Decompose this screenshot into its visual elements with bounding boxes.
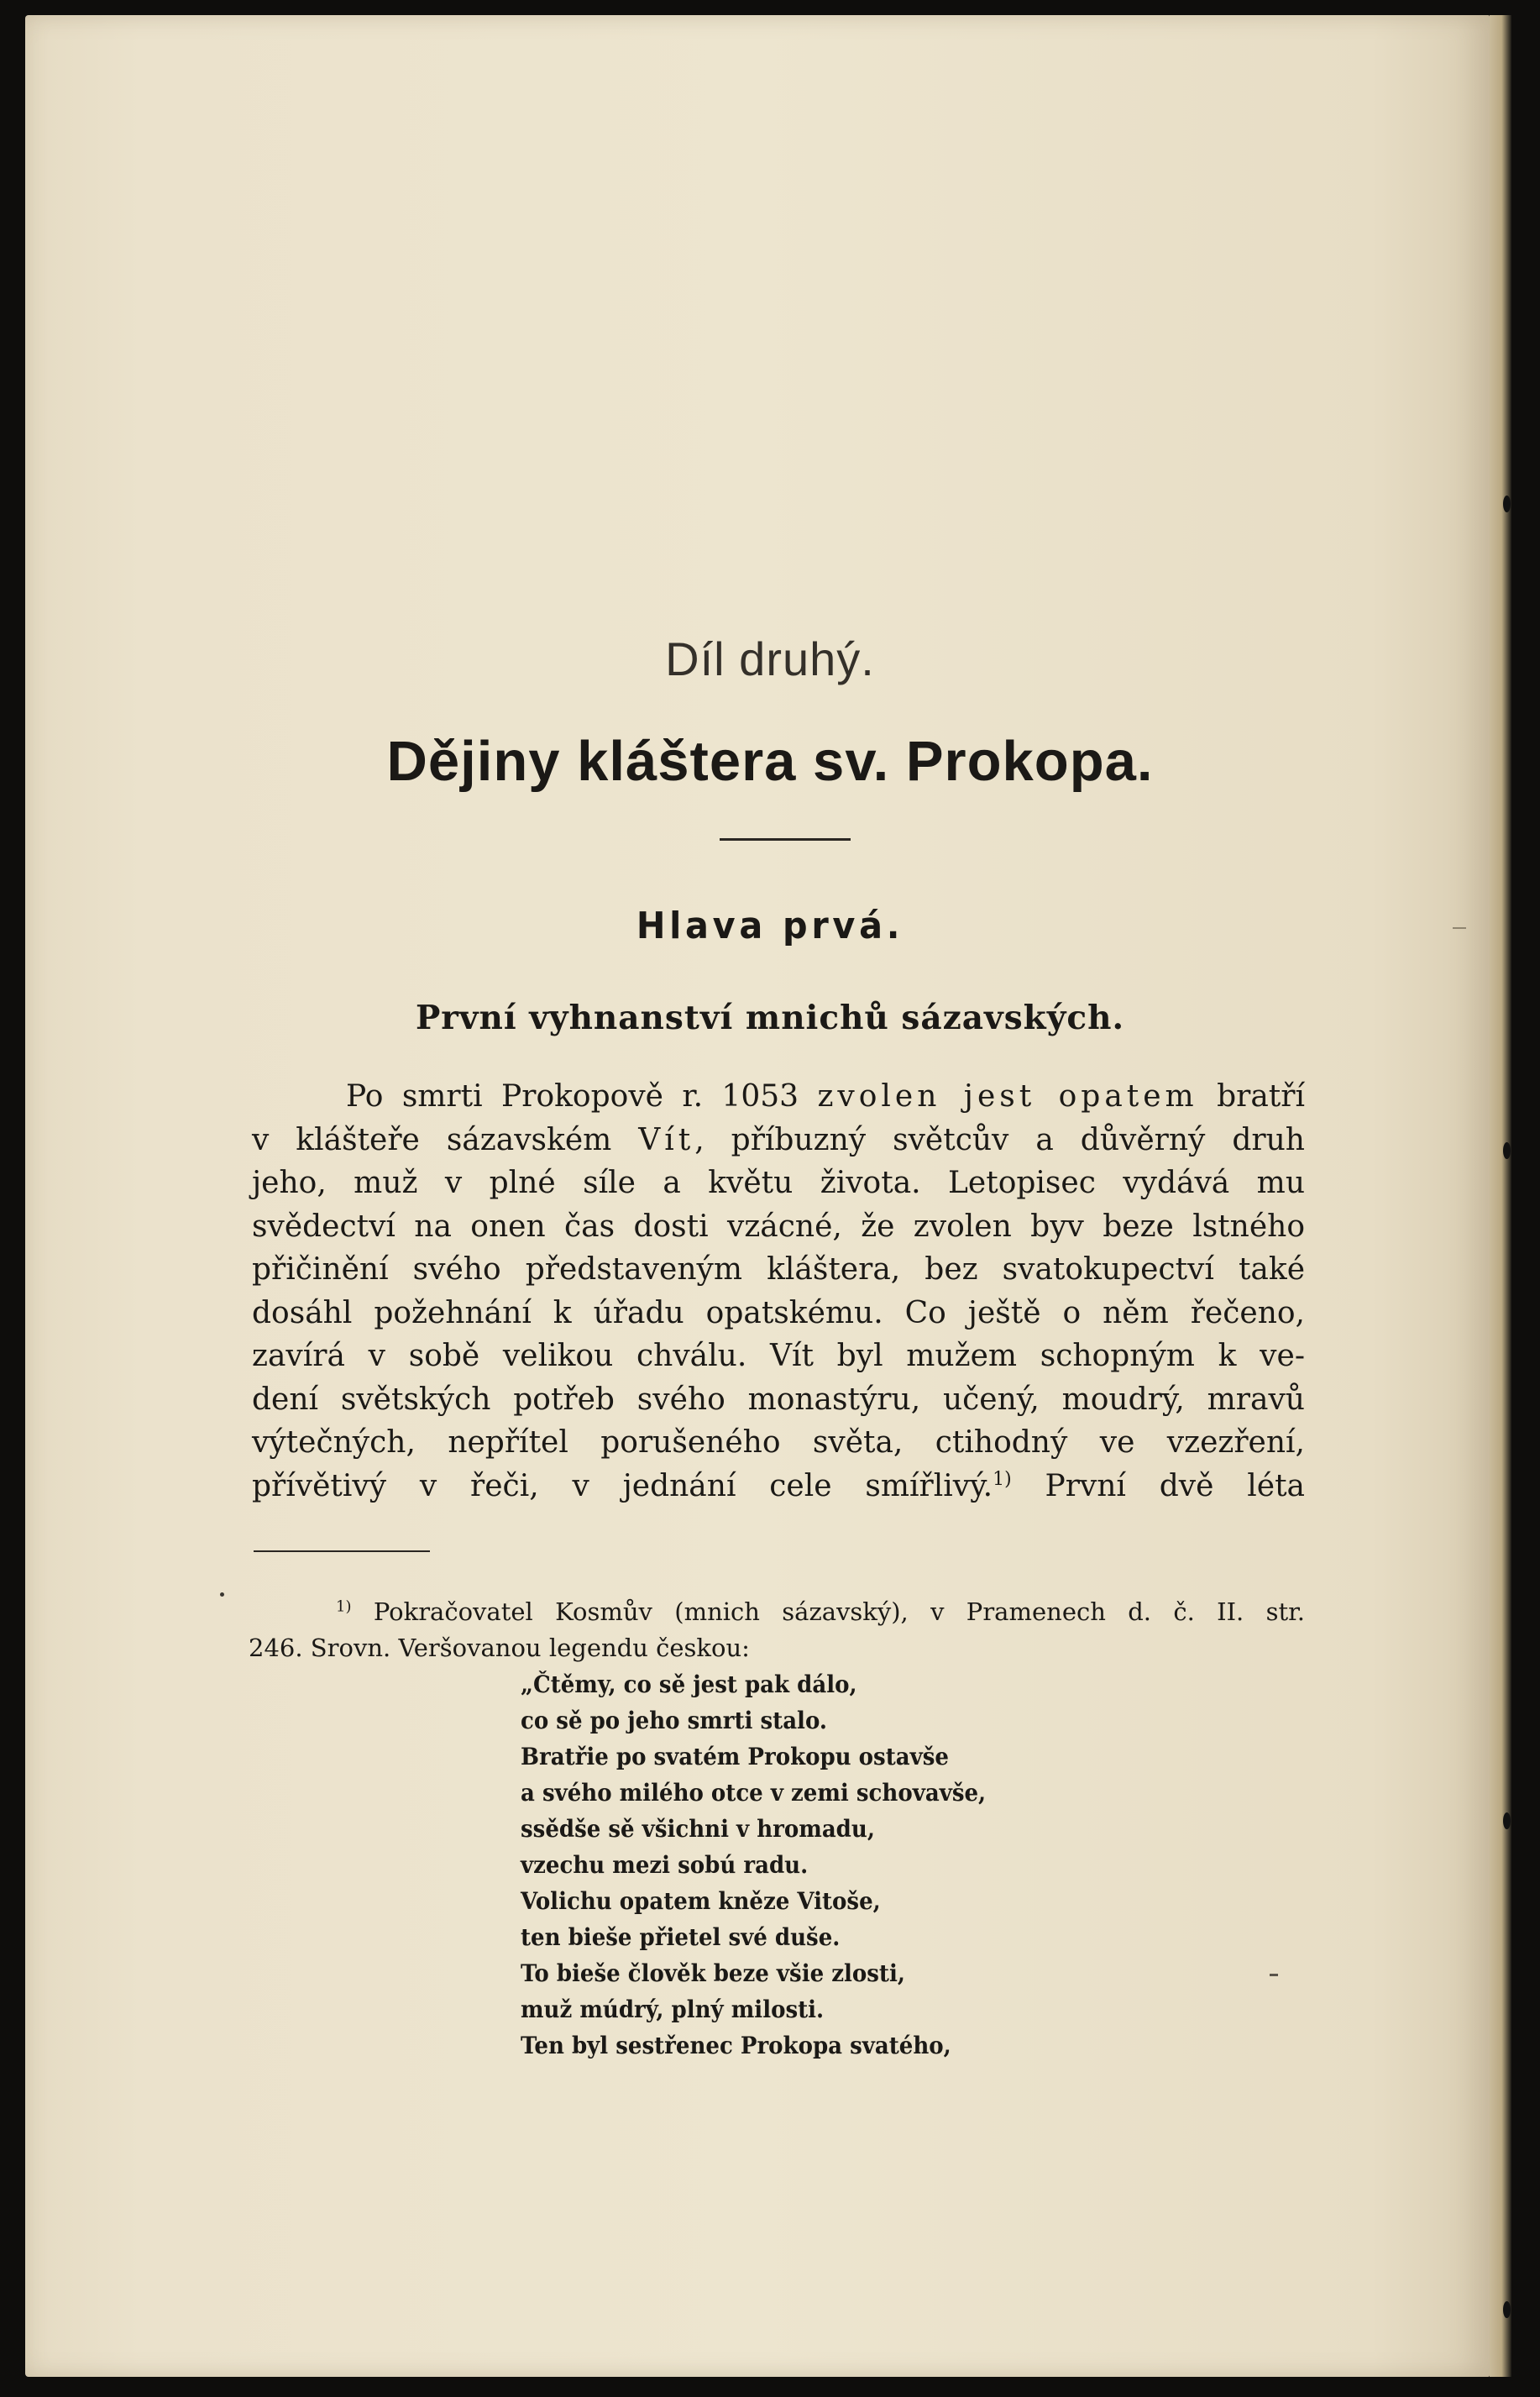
body-text-run: První dvě léta [1011, 1468, 1306, 1503]
footnote-line: 246. Srovn. Veršovanou legendu českou: [249, 1634, 750, 1662]
footnote [249, 1594, 1305, 1666]
body-line: svědectví na onen čas dosti vzácné, že zvolen byv beze lstného [252, 1209, 1305, 1244]
body-line [252, 1465, 1305, 1508]
body-text-run: přívětivý v řeči, v jednání cele smířlivý. [252, 1468, 993, 1503]
emphasized-text: zvolen jest opatem [817, 1079, 1198, 1114]
body-text-run: Po smrti Prokopově r. 1053 [346, 1079, 818, 1114]
body-text-run: , příbuzný světcův a důvěrný druh [694, 1122, 1305, 1157]
binding-mark [1503, 496, 1511, 512]
body-paragraph [252, 1075, 1305, 1508]
verse-line: a svého milého otce v zemi schovavše, [521, 1779, 987, 1807]
verse-quote [521, 1666, 1021, 2064]
margin-mark [1270, 1974, 1278, 1976]
verse-line: Ten byl sestřenec Prokopa svatého, [521, 2032, 951, 2059]
verse-line: To bieše člověk beze všie zlosti, [521, 1959, 905, 1987]
verse-line: muž múdrý, plný milosti. [521, 1996, 825, 2023]
book-gutter [1490, 15, 1511, 2377]
body-line: zavírá v sobě velikou chválu. Vít byl mužem schopným k ve- [252, 1339, 1305, 1373]
footnote-divider [254, 1550, 430, 1552]
title-divider [720, 838, 851, 841]
part-title: Díl druhý. [665, 632, 875, 685]
verse-line: „Čtěmy, co sě jest pak dálo, [521, 1671, 857, 1698]
book-title: Dějiny kláštera sv. Prokopa. [386, 730, 1154, 793]
verse-line: vzechu mezi sobú radu. [521, 1851, 809, 1879]
body-text-run: bratří [1197, 1079, 1305, 1114]
body-line: jeho, muž v plné síle a květu života. Letopisec vydává mu [252, 1166, 1305, 1200]
body-line [252, 1075, 1305, 1119]
chapter-title: Hlava prvá. [636, 905, 904, 947]
verse-line: ssědše sě všichni v hromadu, [521, 1815, 875, 1843]
body-line: výtečných, nepřítel porušeného světa, ctihodný ve vzezření, [252, 1425, 1305, 1460]
verse-line: ten bieše přietel své duše. [521, 1923, 841, 1951]
body-text-run: v klášteře sázavském [252, 1122, 639, 1157]
body-line: dosáhl požehnání k úřadu opatskému. Co ještě o něm řečeno, [252, 1295, 1305, 1330]
binding-mark [1503, 1812, 1511, 1829]
page-speck [220, 1592, 224, 1597]
footnote-line [249, 1594, 1305, 1630]
binding-mark [1503, 2301, 1511, 2318]
footnote-text: Pokračovatel Kosmův (mnich sázavský), v Pramenech d. č. II. str. [373, 1597, 1306, 1626]
footnote-marker: 1) [336, 1597, 352, 1616]
body-line: dení světských potřeb svého monastýru, učený, moudrý, mravů [252, 1382, 1305, 1417]
verse-line: Bratřie po svatém Prokopu ostavše [521, 1743, 949, 1770]
binding-mark [1503, 1142, 1511, 1159]
verse-line: Volichu opatem kněze Vitoše, [521, 1887, 881, 1915]
chapter-subtitle: První vyhnanství mnichů sázavských. [415, 999, 1125, 1037]
body-line [252, 1119, 1305, 1162]
verse-line: co sě po jeho smrti stalo. [521, 1707, 827, 1734]
emphasized-text: Vít [638, 1122, 695, 1157]
footnote-reference: 1) [993, 1468, 1012, 1490]
body-line: přičinění svého představeným kláštera, bez svatokupectví také [252, 1252, 1305, 1287]
